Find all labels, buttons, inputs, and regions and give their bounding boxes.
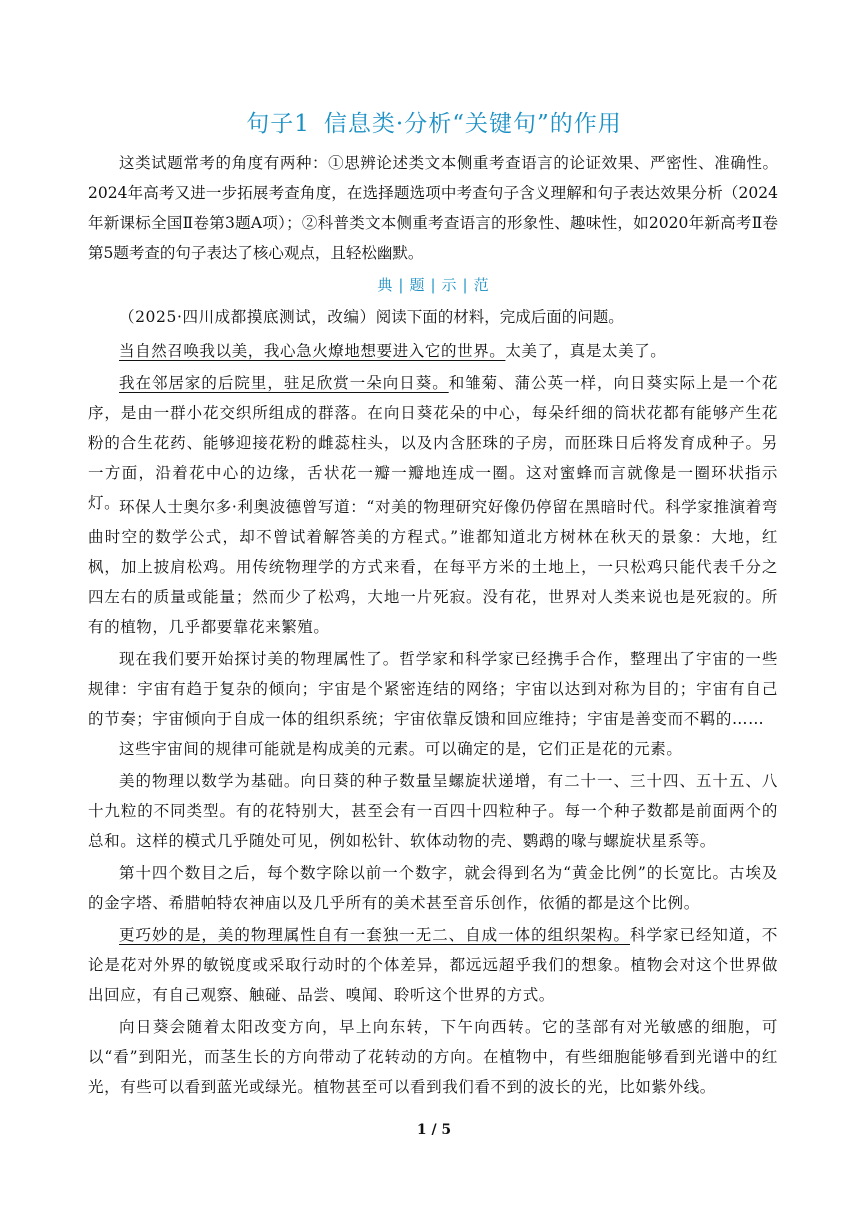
section-char-4: 范 (473, 276, 491, 294)
title-number: 句子1 (246, 111, 310, 137)
section-char-1: 典 (377, 276, 395, 294)
paragraph-text: 科学家已经知道，不论是花对外界的敏锐度或采取行动时的个体差异，都远远超乎我们的想象。植物会对这个世界做出回应，有自己观察、触碰、品尝、嗅闻、聆听这个世界的方式。 (88, 926, 778, 1004)
page-title (0, 105, 868, 138)
section-char-3: 示 (441, 276, 459, 294)
title-text: 信息类·分析“关键句”的作用 (323, 111, 622, 137)
paragraph-text: 太美了，真是太美了。 (505, 342, 667, 360)
intro-paragraph: 这类试题常考的角度有两种：①思辨论述类文本侧重考查语言的论证效果、严密性、准确性。2024年高考又进一步拓展考查角度，在选择题选项中考查句子含义理解和句子表达效果分析（2024年新课标全国Ⅱ卷第3题A项）；②科普类文本侧重考查语言的形象性、趣味性，如2020年新高考Ⅱ卷第5题考查的句子表达了核心观点，且轻松幽默。 (88, 154, 778, 262)
source-instruction: 阅读下面的材料，完成后面的问题。 (375, 308, 624, 326)
paragraph-9: 向日葵会随着太阳改变方向，早上向东转，下午向西转。它的茎部有对光敏感的细胞，可以“看”到阳光，而茎生长的方向带动了花转动的方向。在植物中，有些细胞能够看到光谱中的红光，有些可以看到蓝光或绿光。植物甚至可以看到我们看不到的波长的光，比如紫外线。 (88, 1018, 778, 1096)
paragraph-3: 环保人士奥尔多·利奥波德曾写道：“对美的物理研究好像仍停留在黑暗时代。科学家推演着弯曲时空的数学公式，却不曾试着解答美的方程式。”谁都知道北方树林在秋天的景象：大地，红枫，加上披肩松鸡。用传统物理学的方式来看，在每平方米的土地上，一只松鸡只能代表千分之四左右的质量或能量；然而少了松鸡，大地一片死寂。没有花，世界对人类来说也是死寂的。所有的植物，几乎都要靠花来繁殖。 (88, 498, 778, 636)
section-separator: | (430, 276, 438, 294)
underlined-sentence: 我在邻居家的后院里，驻足欣赏一朵向日葵。 (119, 374, 449, 392)
source-line (88, 302, 778, 332)
paragraph-8 (88, 920, 778, 1010)
section-heading (0, 274, 868, 295)
paragraph-text: 和雏菊、蒲公英一样，向日葵实际上是一个花序，是由一群小花交织所组成的群落。在向日葵花朵的中心，每朵纤细的筒状花都有能够产生花粉的合生花药、能够迎接花粉的雌蕊柱头，以及内含胚珠的子房，而胚珠日后将发育成种子。另一方面，沿着花中心的边缘，舌状花一瓣一瓣地连成一圈。这对蜜蜂而言就像是一圈环状指示灯。 (88, 374, 778, 512)
underlined-sentence: 更巧妙的是，美的物理属性自有一套独一无二、自成一体的组织架构。 (119, 926, 631, 944)
page-number: 1 / 5 (416, 1122, 452, 1138)
paragraph-1 (88, 336, 778, 366)
paragraph-4: 现在我们要开始探讨美的物理属性了。哲学家和科学家已经携手合作，整理出了宇宙的一些规律：宇宙有趋于复杂的倾向；宇宙是个紧密连结的网络；宇宙以达到对称为目的；宇宙有自己的节奏；宇宙倾向于自成一体的组织系统；宇宙依靠反馈和回应维持；宇宙是善变而不羁的…… (88, 650, 778, 728)
source-origin: （2025·四川成都摸底测试，改编） (119, 308, 376, 326)
paragraph-7: 第十四个数目之后，每个数字除以前一个数字，就会得到名为“黄金比例”的长宽比。古埃及的金字塔、希腊帕特农神庙以及几乎所有的美术甚至音乐创作，依循的都是这个比例。 (88, 864, 778, 912)
section-separator: | (462, 276, 470, 294)
section-separator: | (398, 276, 406, 294)
paragraph-5: 这些宇宙间的规律可能就是构成美的元素。可以确定的是，它们正是花的元素。 (119, 740, 683, 758)
section-char-2: 题 (409, 276, 427, 294)
paragraph-6: 美的物理以数学为基础。向日葵的种子数量呈螺旋状递增，有二十一、三十四、五十五、八十九粒的不同类型。有的花特别大，甚至会有一百四十四粒种子。每一个种子数都是前面两个的总和。这样的模式几乎随处可见，例如松针、软体动物的壳、鹦鹉的喙与螺旋状星系等。 (88, 772, 778, 850)
underlined-sentence: 当自然召唤我以美，我心急火燎地想要进入它的世界。 (119, 342, 506, 360)
